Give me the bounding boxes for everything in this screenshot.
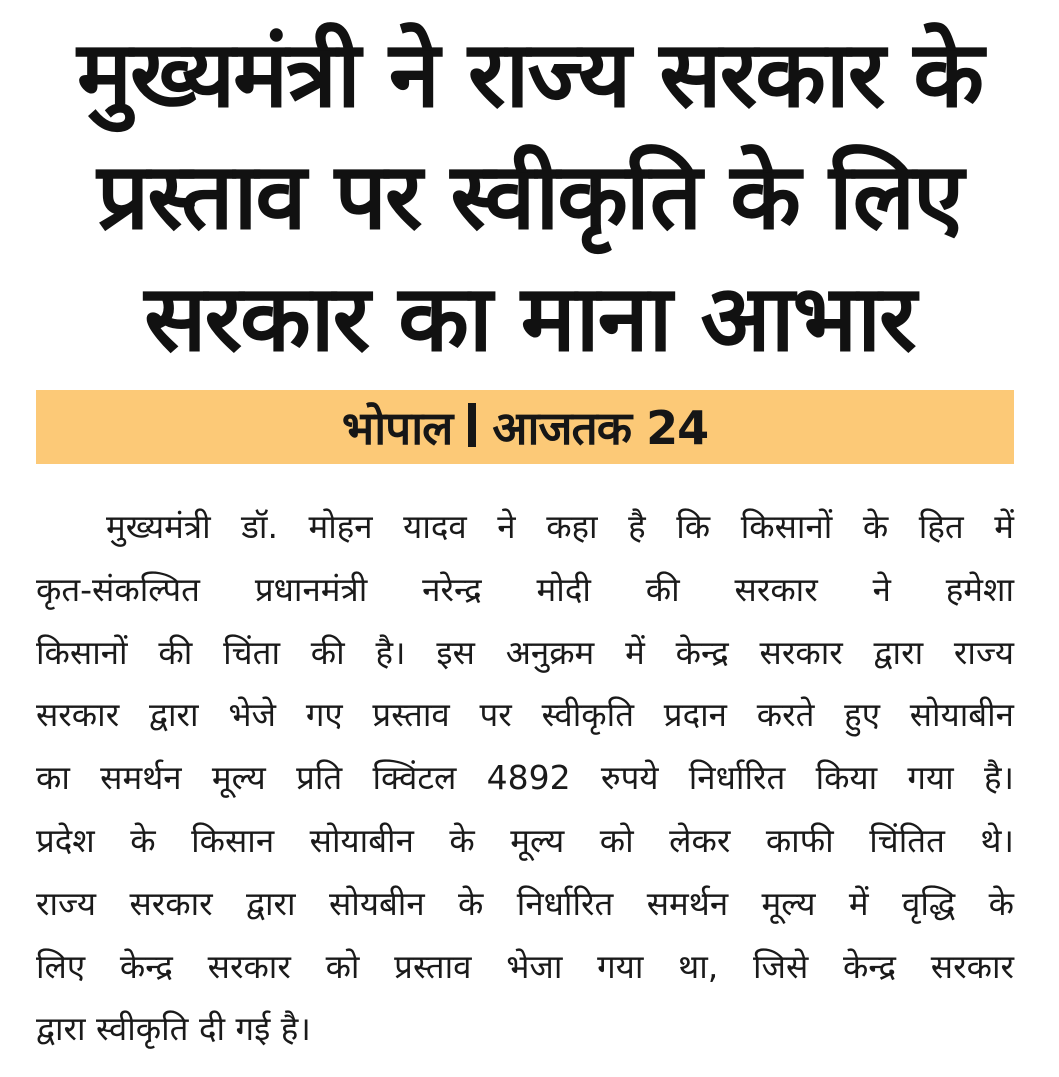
article-line-1: मुख्यमंत्री डॉ. मोहन यादव ने कहा है कि किसानों के हित में — [106, 507, 1014, 546]
article-line-8: लिए केन्द्र सरकार को प्रस्ताव भेजा गया था, जिसे केन्द्र सरकार — [36, 946, 1014, 986]
article-line-4: सरकार द्वारा भेजे गए प्रस्ताव पर स्वीकृति प्रदान करते हुए सोयाबीन — [36, 695, 1014, 735]
article-line-7: राज्य सरकार द्वारा सोयबीन के निर्धारित समर्थन मूल्य में वृद्धि के — [36, 883, 1014, 923]
headline-line-3: सरकार का माना आभार — [144, 265, 915, 372]
byline-bar — [36, 390, 1014, 464]
byline-location: भोपाल — [341, 401, 453, 455]
article-line-5: का समर्थन मूल्य प्रति क्विंटल 4892 रुपये निर्धारित किया गया है। — [36, 758, 1014, 798]
headline-line-2: प्रस्ताव पर स्वीकृति के लिए — [97, 143, 962, 250]
byline-source: आजतक 24 — [492, 401, 709, 455]
article-line-2: कृत-संकल्पित प्रधानमंत्री नरेन्द्र मोदी की सरकार ने हमेशा — [36, 569, 1014, 609]
byline-separator — [468, 403, 476, 447]
article-line-9: द्वारा स्वीकृति दी गई है। — [36, 1009, 311, 1049]
headline — [20, 14, 1039, 380]
headline-line-1: मुख्यमंत्री ने राज्य सरकार के — [76, 21, 983, 128]
article-line-3: किसानों की चिंता की है। इस अनुक्रम में केन्द्र सरकार द्वारा राज्य — [36, 632, 1014, 672]
article-line-6: प्रदेश के किसान सोयाबीन के मूल्य को लेकर काफी चिंतित थे। — [36, 820, 1014, 860]
article-body — [36, 496, 1014, 1061]
